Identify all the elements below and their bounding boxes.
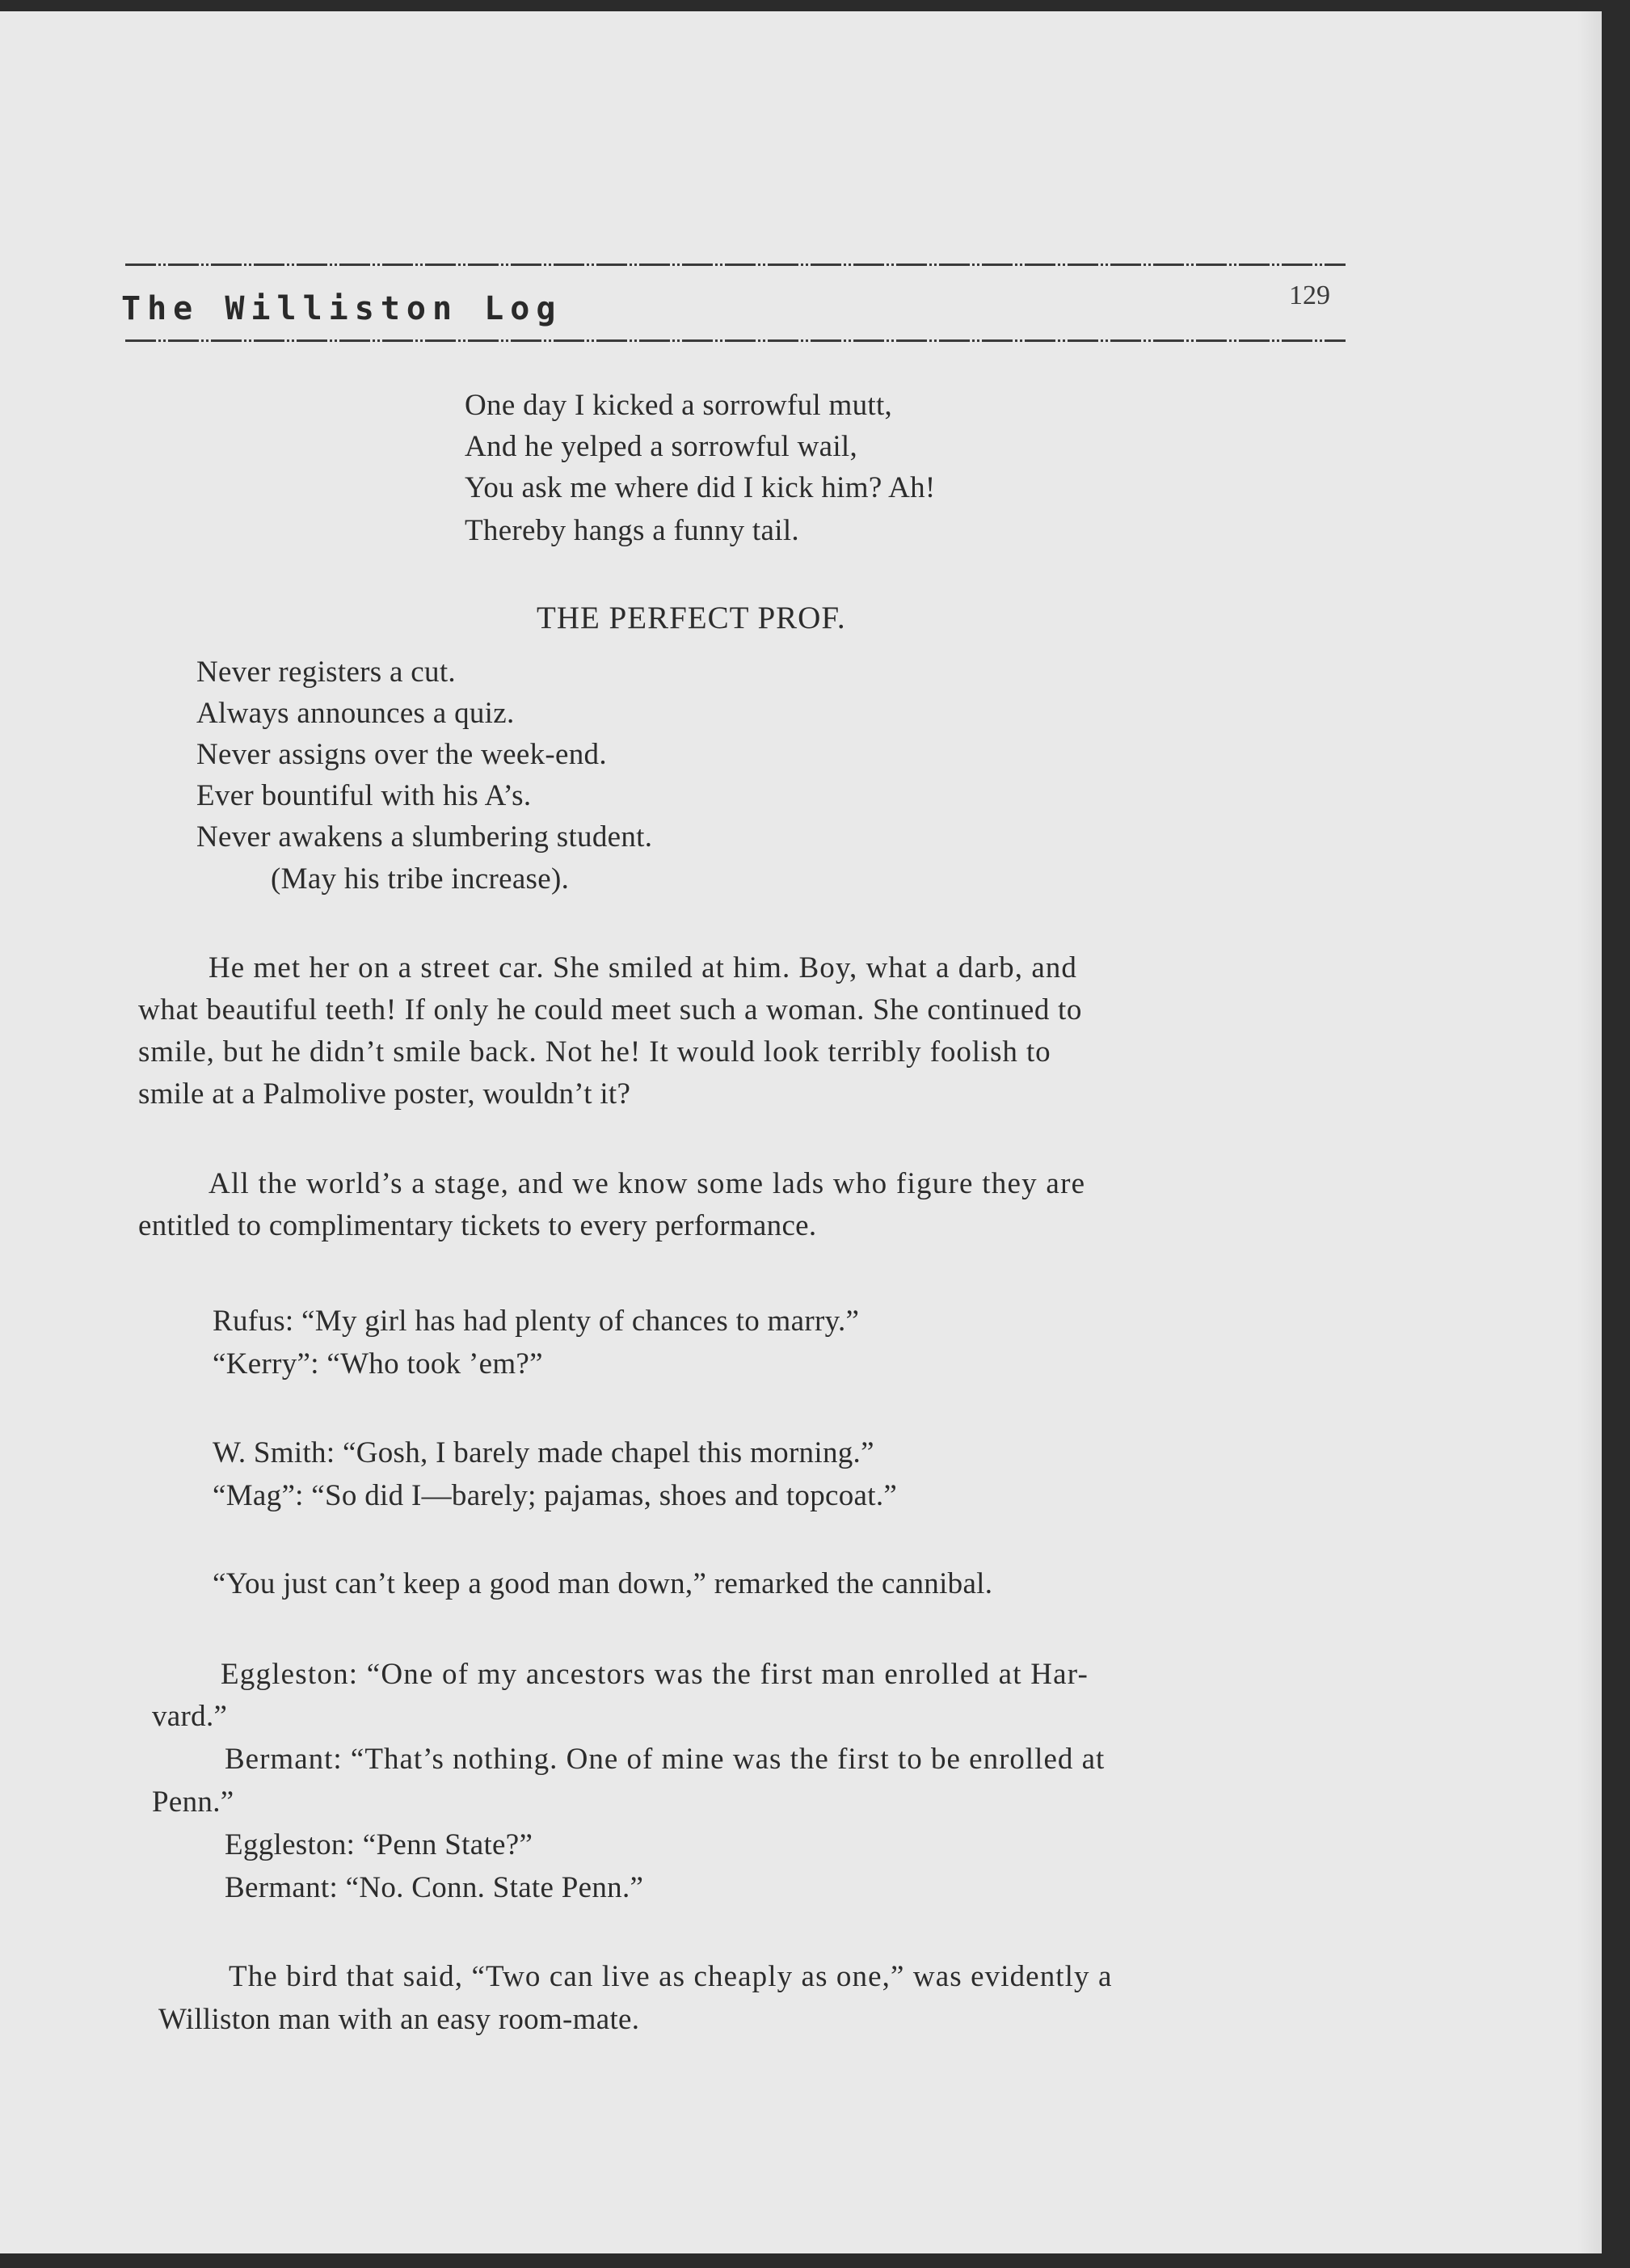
section-heading: THE PERFECT PROF. [537, 601, 846, 635]
dialogue-line: “Kerry”: “Who took ’em?” [213, 1347, 543, 1381]
dialogue-line: Penn.” [152, 1785, 234, 1819]
header-rule-bottom [125, 339, 1346, 344]
running-header-title: The Williston Log [121, 290, 562, 327]
poem-line: And he yelped a sorrowful wail, [465, 430, 858, 463]
dialogue-line: vard.” [152, 1700, 228, 1733]
page [0, 11, 1602, 2253]
paragraph-line: Williston man with an easy room-mate. [158, 2003, 640, 2036]
paragraph-line: smile, but he didn’t smile back. Not he! It would look terribly foolish to [138, 1035, 1051, 1069]
dialogue-line: Bermant: “That’s nothing. One of mine was the first to be enrolled at [225, 1743, 1106, 1776]
dialogue-line: Rufus: “My girl has had plenty of chances to marry.” [213, 1305, 860, 1338]
header-rule-top [125, 263, 1346, 268]
poem-line: You ask me where did I kick him? Ah! [465, 471, 936, 504]
list-line: Always announces a quiz. [196, 697, 515, 730]
list-line: (May his tribe increase). [271, 862, 570, 896]
list-line: Never registers a cut. [196, 656, 456, 689]
dialogue-line: Eggleston: “One of my ancestors was the first man enrolled at Har- [221, 1658, 1089, 1691]
paragraph-line: He met her on a street car. She smiled at him. Boy, what a darb, and [208, 951, 1077, 984]
poem-line: Thereby hangs a funny tail. [465, 514, 799, 547]
poem-line: One day I kicked a sorrowful mutt, [465, 389, 893, 422]
paragraph-line: All the world’s a stage, and we know some lads who figure they are [208, 1167, 1086, 1200]
dialogue-line: Eggleston: “Penn State?” [225, 1828, 533, 1861]
list-line: Never awakens a slumbering student. [196, 820, 653, 854]
dialogue-line: W. Smith: “Gosh, I barely made chapel this morning.” [213, 1436, 874, 1469]
list-line: Ever bountiful with his A’s. [196, 779, 532, 812]
paragraph-line: entitled to complimentary tickets to every performance. [138, 1209, 817, 1242]
paragraph-line: “You just can’t keep a good man down,” remarked the cannibal. [213, 1567, 993, 1600]
paragraph-line: The bird that said, “Two can live as cheaply as one,” was evidently a [229, 1960, 1113, 1993]
list-line: Never assigns over the week-end. [196, 738, 607, 771]
paragraph-line: smile at a Palmolive poster, wouldn’t it? [138, 1077, 631, 1111]
page-number: 129 [1289, 280, 1330, 310]
dialogue-line: “Mag”: “So did I—barely; pajamas, shoes and topcoat.” [213, 1479, 898, 1512]
paragraph-line: what beautiful teeth! If only he could meet such a woman. She continued to [138, 993, 1083, 1027]
page-edge-shadow [1577, 11, 1602, 2253]
dialogue-line: Bermant: “No. Conn. State Penn.” [225, 1871, 644, 1904]
